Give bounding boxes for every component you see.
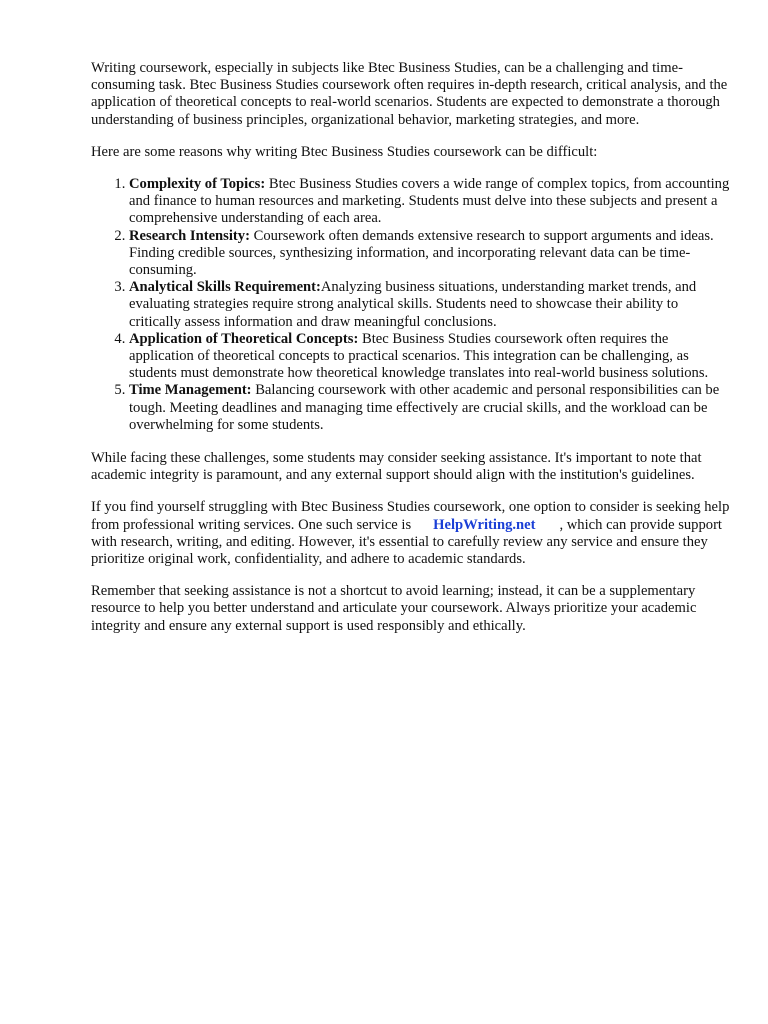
- reason-term: Time Management:: [129, 382, 252, 399]
- reason-text: Balancing coursework with other academic and personal responsibilities can be tough. Meeting deadlines and managing time effectively are crucial skills, and the workload can be overwhelming for some students.: [129, 382, 720, 433]
- help-text-before: If you find yourself struggling with Btec Business Studies coursework, one option to consider is seeking help from professional writing services. One such service is: [91, 499, 730, 533]
- reason-text: Coursework often demands extensive research to support arguments and ideas. Finding credible sources, synthesizing information, and incorporating relevant data can be time-consuming.: [129, 227, 714, 279]
- reason-item-research: [129, 228, 731, 280]
- helpwriting-link[interactable]: HelpWriting.net: [433, 516, 536, 533]
- reason-term: Analytical Skills Requirement:: [129, 279, 321, 296]
- conclusion-paragraph: Remember that seeking assistance is not a shortcut to avoid learning; instead, it can be a supplementary resource to help you better understand and articulate your coursework. Always prioritize your academic integrity and ensure any external support is used responsibly and ethically.: [91, 583, 697, 634]
- reason-text: Btec Business Studies covers a wide range of complex topics, from accounting and finance to human resources and marketing. Students must delve into these subjects and present a comprehensive understanding of each area.: [129, 176, 730, 227]
- reason-item-theoretical: [129, 331, 731, 383]
- help-text-after: , which can provide support with research, writing, and editing. However, it's essential to carefully review any service and ensure they prioritize original work, confidentiality, and adhere to academic standards.: [91, 516, 722, 568]
- reasons-list: [91, 176, 731, 434]
- reason-item-complexity: [129, 176, 731, 228]
- reason-text: Btec Business Studies coursework often requires the application of theoretical concepts to practical scenarios. This integration can be challenging, as students must demonstrate how theoretical knowledge translates into real-world business solutions.: [129, 330, 709, 382]
- reasons-intro-paragraph: Here are some reasons why writing Btec Business Studies coursework can be difficult:: [91, 143, 598, 160]
- reason-term: Application of Theoretical Concepts:: [129, 330, 359, 347]
- reason-item-time-management: [129, 382, 731, 434]
- help-paragraph: [91, 499, 731, 568]
- reason-item-analytical: [129, 279, 731, 331]
- document-page: [91, 60, 731, 650]
- reason-term: Research Intensity:: [129, 227, 250, 244]
- reason-term: Complexity of Topics:: [129, 176, 266, 193]
- challenges-paragraph: While facing these challenges, some students may consider seeking assistance. It's important to note that academic integrity is paramount, and any external support should align with the institution's guidelines.: [91, 450, 702, 484]
- intro-paragraph: Writing coursework, especially in subjects like Btec Business Studies, can be a challenging and time-consuming task. Btec Business Studies coursework often requires in-depth research, critical analysis, and the application of theoretical concepts to real-world scenarios. Students are expected to demonstrate a thorough understanding of business principles, organizational behavior, marketing strategies, and more.: [91, 60, 728, 128]
- reason-text: Analyzing business situations, understanding market trends, and evaluating strategies require strong analytical skills. Students need to showcase their ability to critically assess information and draw meaningful conclusions.: [129, 279, 697, 330]
